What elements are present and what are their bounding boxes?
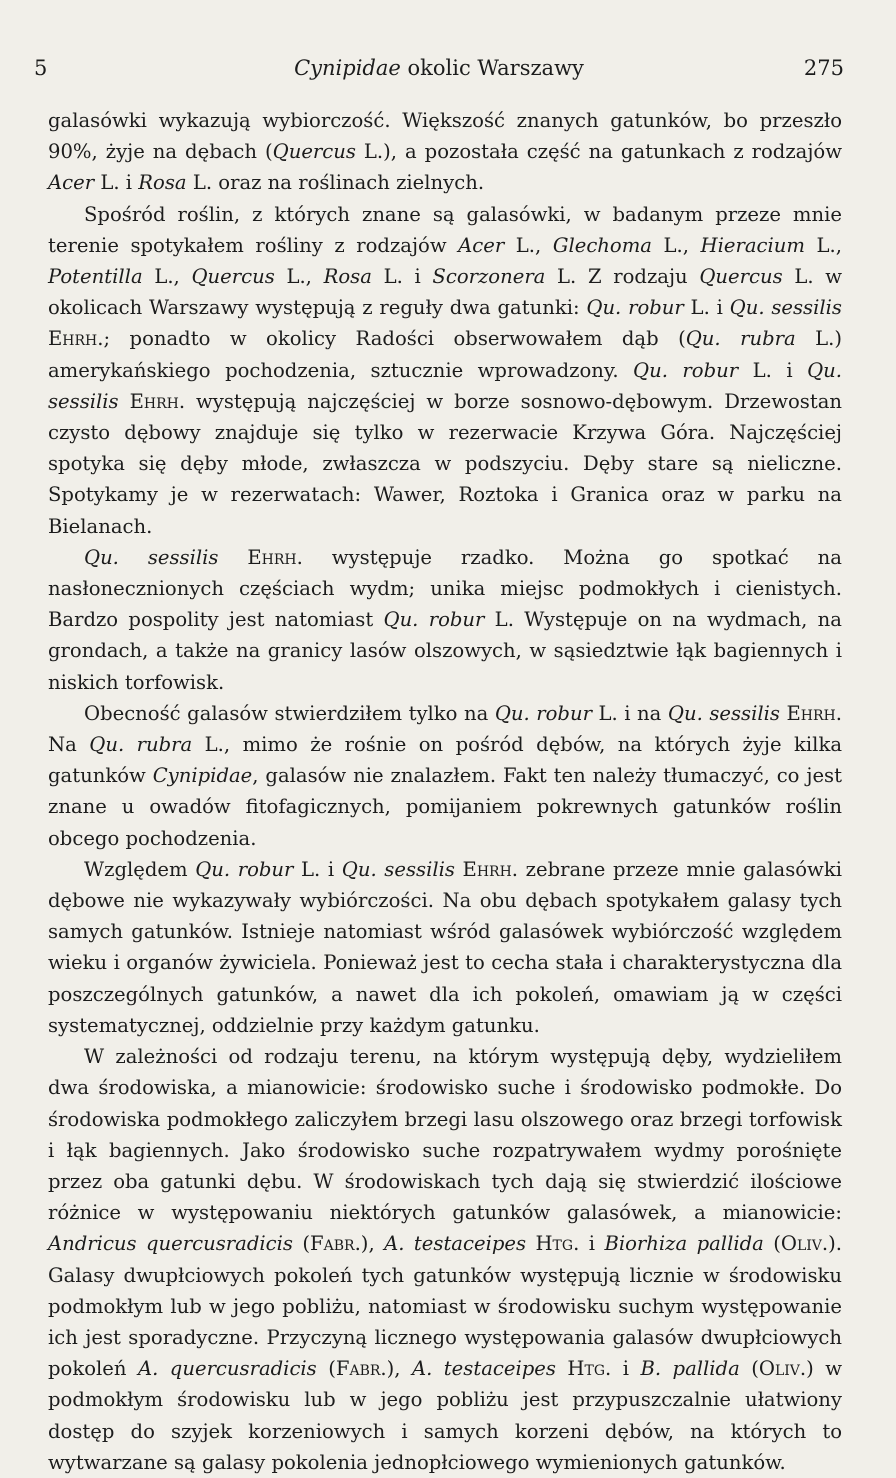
text-run: i	[611, 1357, 641, 1381]
author-abbrev: Oliv.	[780, 1232, 829, 1256]
page-number: 275	[803, 56, 844, 80]
italic-taxon: Potentilla	[48, 265, 143, 289]
text-run: L. oraz na roślinach zielnych.	[186, 171, 485, 195]
text-run: L., mimo że rośnie on pośród dębów, na których żyje kilka gatunków	[48, 733, 842, 788]
text-run: galasówki wykazują wybiorczość. Większość znanych gatunków, bo przeszło 90%, żyje na dębach (	[48, 109, 842, 164]
paragraph	[48, 199, 842, 542]
author-abbrev: Oliv.	[758, 1357, 807, 1381]
section-number: 5	[34, 56, 48, 80]
italic-taxon: Qu. sessilis	[341, 857, 455, 881]
text-run: L. i	[371, 265, 433, 289]
italic-taxon: A. testaceipes	[411, 1357, 556, 1381]
italic-taxon: Qu. sessilis	[667, 701, 780, 725]
italic-taxon: B. pallida	[640, 1357, 740, 1381]
paragraph	[48, 854, 842, 1041]
italic-taxon: Quercus	[272, 140, 356, 164]
author-abbrev: Ehrh.	[786, 701, 842, 725]
italic-taxon: Quercus	[699, 265, 783, 289]
text-run: L. i	[683, 296, 730, 320]
text-run	[556, 1357, 567, 1380]
running-title	[34, 56, 844, 80]
italic-taxon: Cynipidae	[152, 764, 253, 788]
text-run: , galasów nie znalazłem. Fakt ten należy tłumaczyć, co jest znane u owadów fitofagicznych, pomijaniem pokrewnych gatunków roślin obcego pochodzenia.	[48, 764, 842, 850]
italic-taxon: Qu. rubra	[685, 327, 796, 351]
author-abbrev: Htg.	[535, 1232, 580, 1256]
text-run: i	[579, 1232, 605, 1256]
italic-taxon: Glechoma	[552, 233, 652, 257]
author-abbrev: Htg.	[567, 1357, 612, 1381]
running-title-rest: okolic Warszawy	[400, 56, 584, 80]
text-run: (	[763, 1232, 781, 1256]
text-run: Na	[48, 733, 90, 757]
italic-taxon: Qu. robur	[494, 701, 592, 725]
italic-taxon: Qu. rubra	[89, 733, 193, 757]
text-run	[455, 858, 463, 881]
text-run: (	[292, 1232, 311, 1256]
text-run: Obecność galasów stwierdziłem tylko na	[84, 701, 495, 725]
italic-taxon: Qu. robur	[383, 608, 485, 632]
italic-taxon: Rosa	[323, 265, 372, 289]
text-run: L.,	[804, 233, 842, 257]
text-run: L.,	[142, 265, 192, 289]
text-run: L.), a pozostała część na gatunkach z rodzajów	[355, 140, 843, 164]
paragraph	[48, 1041, 842, 1478]
text-run: występuje rzadko. Można go spotkać na nasłonecznionych częściach wydm; unika miejsc podmokłych i cienistych. Bardzo pospolity jest natomiast	[48, 545, 842, 632]
running-title-taxon: Cynipidae	[294, 56, 401, 80]
text-run: L.,	[504, 233, 553, 257]
text-run: (	[739, 1357, 759, 1381]
italic-taxon: Scorzonera	[432, 265, 546, 289]
italic-taxon: Andricus quercusradicis	[48, 1232, 293, 1256]
text-run: występują najczęściej w borze sosnowo-dębowym. Drzewostan czysto dębowy znajduje się tylko w rezerwacie Krzywa Góra. Najczęściej spotyka się dęby młode, zwłaszcza w podszyciu. Dęby stare są nieliczne. Spotykamy je w rezerwatach: Wawer, Roztoka i Granica oraz w parku na Bielanach.	[48, 389, 842, 538]
italic-taxon: Hieracium	[700, 233, 805, 257]
author-abbrev: Fabr.	[335, 1357, 387, 1381]
text-run: W zależności od rodzaju terenu, na którym występują dęby, wydzieliłem dwa środowiska, a mianowicie: środowisko suche i środowisko podmokłe. Do środowiska podmokłego zaliczyłem brzegi lasu olszowego oraz brzegi torfowisk i łąk bagiennych. Jako środowisko suche rozpatrywałem wydmy porośnięte przez oba gatunki dębu. W środowiskach tych dają się stwierdzić ilościowe różnice w występowaniu niektórych gatunków galasówek, a mianowicie:	[48, 1045, 842, 1225]
italic-taxon: Acer	[458, 233, 505, 257]
text-run: L. Z rodzaju	[545, 265, 700, 289]
text-run: ),	[360, 1232, 385, 1256]
text-run: ; ponadto w okolicy Radości obserwowałem dąb (	[103, 327, 686, 351]
italic-taxon: Qu. robur	[633, 358, 739, 382]
text-run: L. i	[94, 171, 139, 195]
author-abbrev: Fabr.	[310, 1232, 361, 1256]
italic-taxon: Qu. robur	[586, 296, 684, 320]
italic-taxon: Rosa	[138, 171, 187, 195]
text-run: L. w okolicach Warszawy występują z reguły dwa gatunki:	[48, 265, 843, 320]
text-run: L.,	[274, 265, 324, 289]
text-run: (	[316, 1357, 336, 1381]
running-header	[34, 56, 844, 86]
text-run: ) w podmokłym środowisku lub w jego pobliżu jest przypuszczalnie ułatwiony dostęp do szyjek korzeniowych i samych korzeni dębów, na których to wytwarzane są galasy pokolenia jednopłciowego wymienionych gatunków.	[48, 1357, 843, 1474]
italic-taxon: Qu. sessilis	[84, 545, 219, 569]
italic-taxon: A. testaceipes	[384, 1232, 527, 1256]
italic-taxon: Quercus	[191, 265, 275, 289]
italic-taxon: Qu. sessilis	[48, 358, 842, 413]
text-run	[119, 390, 130, 413]
text-run: L. i	[293, 857, 342, 881]
text-run	[218, 546, 247, 569]
text-run: L. i na	[591, 701, 668, 725]
text-run: L.) amerykańskiego pochodzenia, sztucznie wprowadzony.	[48, 327, 843, 382]
italic-taxon: Qu. sessilis	[729, 296, 842, 320]
text-run: L. i	[738, 358, 808, 382]
author-abbrev: Ehrh.	[129, 389, 186, 413]
italic-taxon: A. quercusradicis	[137, 1357, 317, 1381]
paragraph	[48, 105, 842, 199]
body-text	[48, 105, 842, 1478]
text-run: Względem	[84, 857, 196, 881]
italic-taxon: Biorhiza pallida	[604, 1232, 764, 1256]
paragraph	[48, 542, 842, 698]
text-run: ),	[386, 1357, 412, 1381]
text-run: L. Występuje on na wydmach, na grondach, a także na granicy lasów olszowych, w sąsiedztwie łąk bagiennych i niskich torfowisk.	[48, 608, 842, 694]
text-run: Spośród roślin, z których znane są galasówki, w badanym przeze mnie terenie spotykałem rośliny z rodzajów	[48, 202, 842, 257]
text-run: ). Galasy dwupłciowych pokoleń tych gatunków występują licznie w środowisku podmokłym lub w jego pobliżu, natomiast w środowisku suchym występowanie ich jest sporadyczne. Przyczyną licznego występowania galasów dwupłciowych pokoleń	[48, 1232, 843, 1381]
text-run: zebrane przeze mnie galasówki dębowe nie wykazywały wybiórczości. Na obu dębach spotykałem galasy tych samych gatunków. Istnieje natomiast wśród galasówek wybiórczość względem wieku i organów żywiciela. Ponieważ jest to cecha stała i charakterystyczna dla poszczególnych gatunków, a nawet dla ich pokoleń, omawiam ją w części systematycznej, oddzielnie przy każdym gatunku.	[48, 857, 842, 1037]
italic-taxon: Qu. robur	[195, 857, 294, 881]
author-abbrev: Ehrh.	[247, 545, 303, 569]
text-run: L.,	[651, 233, 701, 257]
author-abbrev: Ehrh.	[48, 327, 104, 351]
paragraph	[48, 698, 842, 854]
author-abbrev: Ehrh.	[462, 857, 519, 881]
italic-taxon: Acer	[48, 171, 95, 195]
